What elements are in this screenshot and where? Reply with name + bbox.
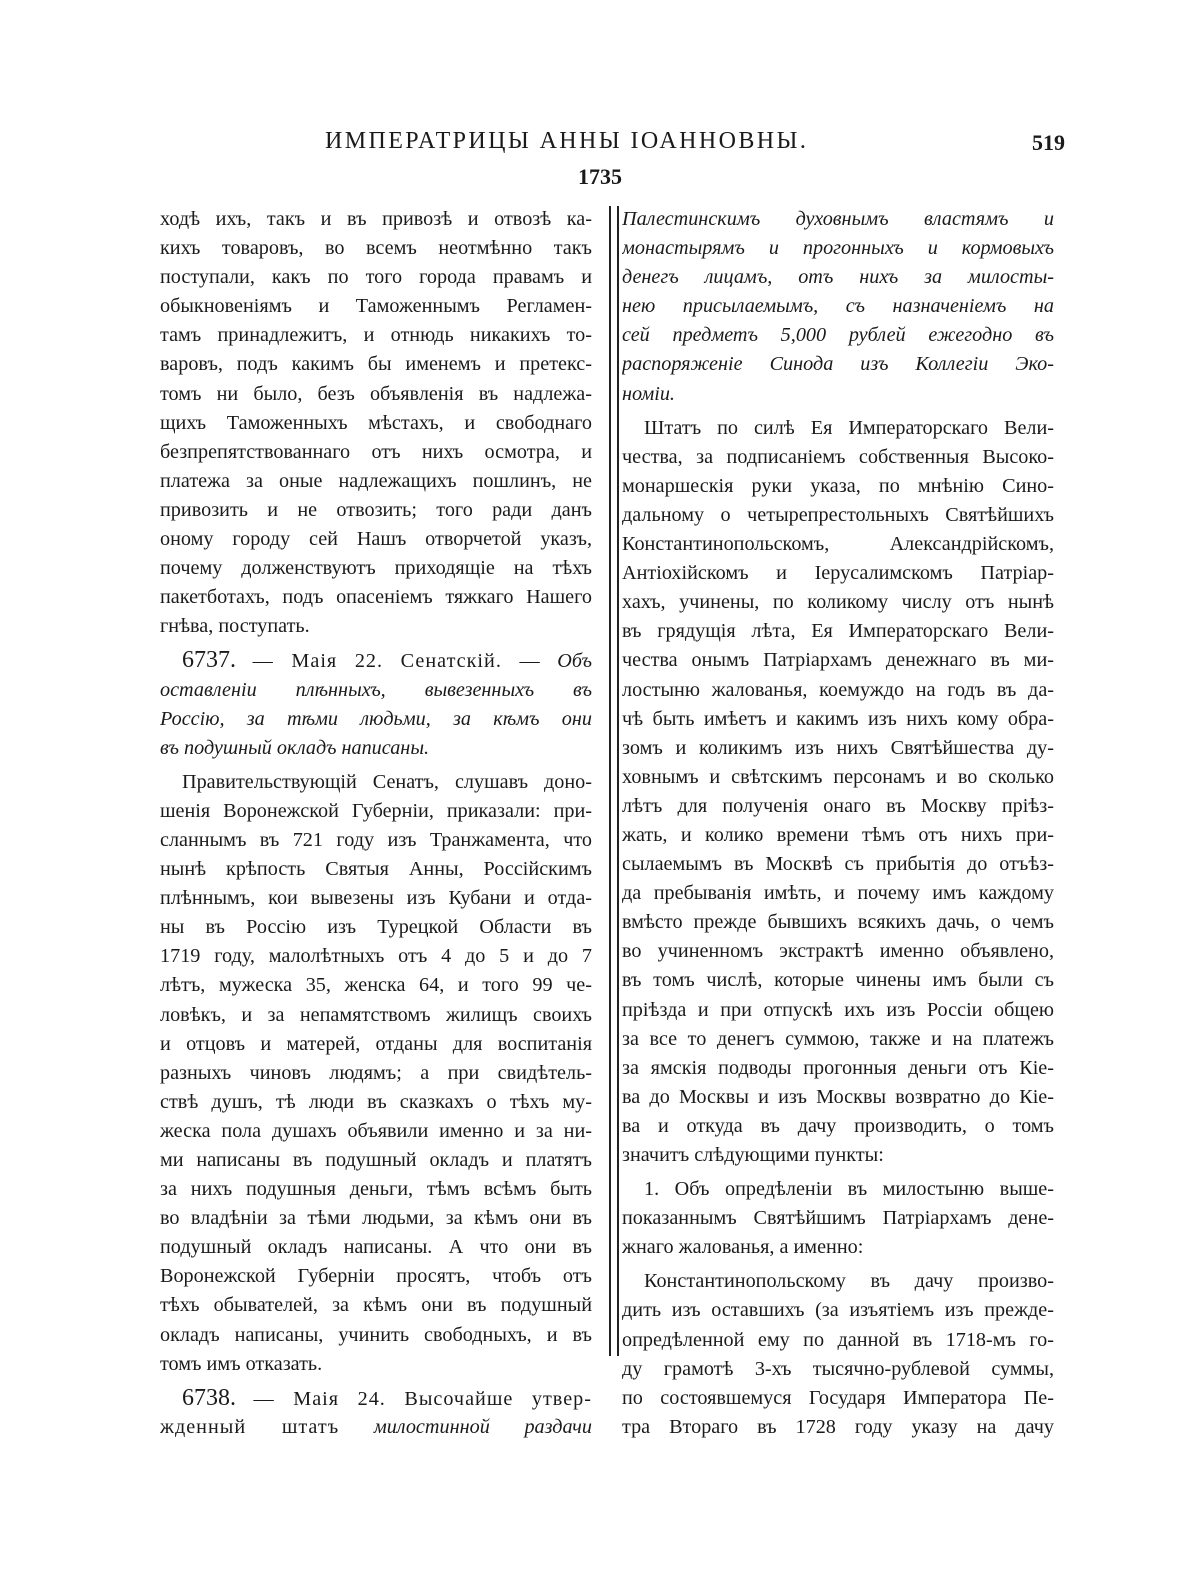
text-line: лѣтъ, мужеска 35, женска 64, и того 99 че- xyxy=(160,974,592,997)
text-line: тамъ принадлежитъ, и отнюдь никакихъ то- xyxy=(160,324,592,347)
text-line: щихъ Таможенныхъ мѣстахъ, и свободнаго xyxy=(160,411,592,434)
text-line: Правительствующій Сенатъ, слушавъ доно- xyxy=(182,770,592,793)
text-line: тѣхъ обывателей, за кѣмъ они въ подушный xyxy=(160,1294,592,1317)
text-line: монаршескія руки указа, по мнѣнію Сино- xyxy=(622,474,1054,497)
decree-6737-body xyxy=(160,768,592,1379)
text-line: 1719 году, малолѣтныхъ отъ 4 до 5 и до 7 xyxy=(160,945,592,968)
text-line: за все то денегъ суммою, также и на платежъ xyxy=(622,1027,1054,1050)
text-line: и отцовъ и матерей, отданы для воспитанія xyxy=(160,1032,592,1055)
text-line: въ грядущія лѣта, Ея Императорскаго Вели- xyxy=(622,620,1054,643)
text-line: безпрепятствованнаго отъ нихъ осмотра, и xyxy=(160,440,592,463)
decree-6737-heading xyxy=(160,646,592,762)
text-line: пакетботахъ, подъ опасеніемъ тяжкаго Нашего xyxy=(160,586,592,609)
text-line: сылаемымъ въ Москвѣ съ прибытія до отъѣз- xyxy=(622,853,1054,876)
decree-6738-heading xyxy=(160,1384,592,1442)
text-line: лостыню жалованья, коемуждо на годъ въ да- xyxy=(622,678,1054,701)
text-line: номіи. xyxy=(622,382,675,405)
decree-title: милостинной раздачи xyxy=(373,1415,592,1438)
text-line: ствѣ душъ, тѣ люди въ сказкахъ о тѣхъ му- xyxy=(160,1090,592,1113)
page-number: 519 xyxy=(1032,130,1065,155)
text-line: варовъ, подъ какимъ бы именемъ и претекс- xyxy=(160,353,592,376)
text-line: подушный окладъ написаны. А что они въ xyxy=(160,1236,592,1259)
text-line: въ томъ числѣ, которые чинены имъ были съ xyxy=(622,969,1054,992)
text-line: чества онымъ Патріархамъ денежнаго въ ми- xyxy=(622,649,1054,672)
text-line: во учиненномъ экстрактѣ именно объявлено, xyxy=(622,940,1054,963)
text-line: плѣннымъ, кои вывезены изъ Кубани и отда- xyxy=(160,887,592,910)
text-line: привозить и не отвозить; того ради данъ xyxy=(160,498,592,521)
text-line: дальному о четырепрестольныхъ Святѣйшихъ xyxy=(622,503,1054,526)
text-line: окладъ написаны, учинить свободныхъ, и въ xyxy=(160,1323,592,1346)
text-line: жнаго жалованья, а именно: xyxy=(622,1236,864,1259)
text-line: сей предметъ 5,000 рублей ежегодно въ xyxy=(622,324,1054,347)
decree-header: жденный штатъ xyxy=(160,1415,340,1438)
text-line: разныхъ чиновъ людямъ; а при свидѣтель- xyxy=(160,1061,592,1084)
text-line: ду грамотѣ 3-хъ тысячно-рублевой суммы, xyxy=(622,1357,1054,1380)
text-line: 1. Объ опредѣленіи въ милостыню выше- xyxy=(644,1178,1054,1201)
text-line: Константинопольскому въ дачу произво- xyxy=(644,1270,1054,1293)
text-line: ховнымъ и свѣтскимъ персонамъ и во сколько xyxy=(622,765,1054,788)
text-line: распоряженіе Синода изъ Коллегіи Эко- xyxy=(622,353,1054,376)
text-line: гнѣва, поступать. xyxy=(160,615,310,638)
text-line: опредѣленной ему по данной въ 1718-мъ го- xyxy=(622,1328,1054,1351)
text-line: дить изъ оставшихъ (за изъятіемъ изъ прежде- xyxy=(622,1299,1054,1322)
text-line: поступали, какъ по того города правамъ и xyxy=(160,266,592,289)
text-line: нею присылаемымъ, съ назначеніемъ на xyxy=(622,295,1054,318)
text-line: за нихъ подушныя деньги, тѣмъ всѣмъ быть xyxy=(160,1178,592,1201)
text-line: значитъ слѣдующими пункты: xyxy=(622,1144,884,1166)
text-line: ва до Москвы и изъ Москвы возвратно до Кіе- xyxy=(622,1085,1054,1108)
text-line: хахъ, учинены, по коликому числу отъ нынѣ xyxy=(622,591,1054,614)
text-line: томъ ни было, безъ объявленія въ надлежа- xyxy=(160,382,592,405)
text-line: Константинопольскомъ, Александрійскомъ, xyxy=(622,533,1054,556)
decree-number: 6737. xyxy=(182,647,236,674)
text-line: во владѣніи за тѣми людьми, за кѣмъ они въ xyxy=(160,1207,592,1230)
text-line: по состоявшемуся Государя Императора Пе- xyxy=(622,1386,1054,1409)
text-line: обыкновеніямъ и Таможеннымъ Регламен- xyxy=(160,295,592,318)
text-line: нынѣ крѣпость Святыя Анны, Россійскимъ xyxy=(160,858,592,881)
left-column xyxy=(160,205,592,1442)
text-line: платежа за оные надлежащихъ пошлинъ, не xyxy=(160,469,592,492)
text-line: Штатъ по силѣ Ея Императорскаго Вели- xyxy=(644,416,1054,439)
right-paragraph-3 xyxy=(622,1267,1054,1442)
text-line: чества, за подписаніемъ собственныя Высоко- xyxy=(622,445,1054,468)
column-divider xyxy=(609,206,619,1356)
text-line: денегъ лицамъ, отъ нихъ за милосты- xyxy=(622,266,1054,289)
left-paragraph-1 xyxy=(160,205,592,641)
text-line: вмѣсто прежде бывшихъ всякихъ дачь, о чемъ xyxy=(622,911,1054,934)
decree-title: оставленіи плѣнныхъ, вывезенныхъ въ xyxy=(160,678,592,701)
text-line: Палестинскимъ духовнымъ властямъ и xyxy=(622,208,1054,230)
text-line: Воронежской Губерніи просятъ, чтобъ отъ xyxy=(160,1265,592,1288)
page-header xyxy=(0,128,1191,168)
right-column xyxy=(622,205,1054,1442)
text-line: ловѣкъ, и за непамятствомъ жилищъ своихъ xyxy=(160,1003,592,1026)
decree-title: въ подушный окладъ написаны. xyxy=(160,736,430,759)
text-line: кихъ товаровъ, во всемъ неотмѣнно такъ xyxy=(160,237,592,260)
year-heading: 1735 xyxy=(578,164,622,189)
decree-title: Объ xyxy=(557,650,592,673)
text-line: да пребыванія имѣть, и почему имъ каждому xyxy=(622,882,1054,905)
text-line: сланнымъ въ 721 году изъ Транжамента, что xyxy=(160,828,592,851)
decree-header: — Маія 24. Высочайше утвер- xyxy=(253,1387,592,1410)
text-line: Антіохійскомъ и Іерусалимскомъ Патріар- xyxy=(622,562,1054,585)
text-line: лѣтъ для полученія онаго въ Москву пріѣз- xyxy=(622,794,1054,817)
text-line: ми написаны въ подушный окладъ и платятъ xyxy=(160,1149,592,1171)
text-line: жать, и колико времени тѣмъ отъ нихъ при- xyxy=(622,823,1054,846)
text-line: зомъ и коликимъ изъ нихъ Святѣйшества ду- xyxy=(622,736,1054,759)
text-line: шенія Воронежской Губерніи, приказали: при- xyxy=(160,799,592,822)
text-line: ва и откуда въ дачу производить, о томъ xyxy=(622,1114,1054,1137)
text-line: почему долженствуютъ приходящіе на тѣхъ xyxy=(160,557,592,580)
decree-number: 6738. xyxy=(182,1384,236,1411)
text-line: чѣ быть имѣетъ и какимъ изъ нихъ кому обра- xyxy=(622,707,1054,730)
right-paragraph-1 xyxy=(622,414,1054,1170)
decree-6738-title-continued xyxy=(622,205,1054,409)
decree-title: Россію, за тѣми людьми, за кѣмъ они xyxy=(160,707,592,730)
text-line: жеска пола душахъ объявили именно и за ни- xyxy=(160,1119,592,1142)
right-paragraph-2 xyxy=(622,1175,1054,1262)
text-line: показаннымъ Святѣйшимъ Патріархамъ дене- xyxy=(622,1207,1054,1230)
decree-header: — Маія 22. Сенатскій. — xyxy=(252,650,541,673)
text-line: томъ имъ отказать. xyxy=(160,1352,323,1375)
text-line: за ямскія подводы прогонныя деньги отъ Кіе- xyxy=(622,1056,1054,1079)
text-line: ходѣ ихъ, такъ и въ привозѣ и отвозѣ ка- xyxy=(160,208,592,230)
text-line: оному городу сей Нашъ отворчетой указъ, xyxy=(160,528,592,551)
text-line: пріѣзда и при отпускѣ ихъ изъ Россіи общею xyxy=(622,998,1054,1021)
text-line: тра Втораго въ 1728 году указу на дачу xyxy=(622,1415,1054,1438)
text-line: ны въ Россію изъ Турецкой Области въ xyxy=(160,916,592,939)
text-line: монастырямъ и прогонныхъ и кормовыхъ xyxy=(622,237,1054,260)
running-title: ИМПЕРАТРИЦЫ АННЫ ІОАННОВНЫ. xyxy=(325,128,809,154)
